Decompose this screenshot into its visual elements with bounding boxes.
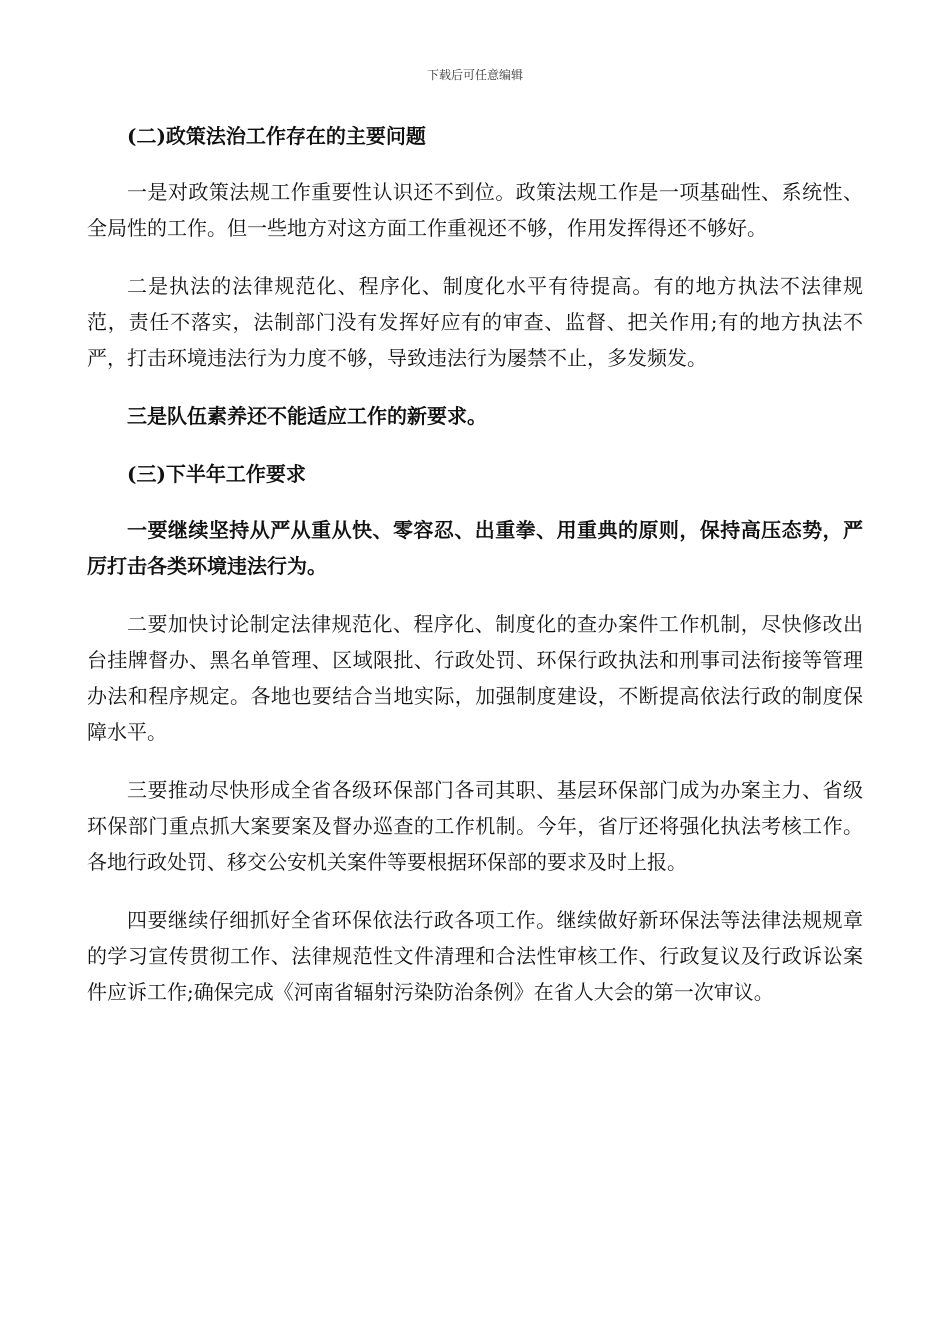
paragraph-problem-2: 二是执法的法律规范化、程序化、制度化水平有待提高。有的地方执法不法律规范，责任不落实，法制部门没有发挥好应有的审查、监督、把关作用;有的地方执法不严，打击环境违法行为力度不够，导致违法行为屡禁不止，多发频发。 (87, 274, 863, 370)
paragraph-problem-1: 一是对政策法规工作重要性认识还不到位。政策法规工作是一项基础性、系统性、全局性的工作。但一些地方对这方面工作重视还不够，作用发挥得还不够好。 (87, 180, 863, 240)
paragraph-requirement-4: 四要继续仔细抓好全省环保依法行政各项工作。继续做好新环保法等法律法规规章的学习宣传贯彻工作、法律规范性文件清理和合法性审核工作、行政复议及行政诉讼案件应诉工作;确保完成《河南省辐射污染防治条例》在省人大会的第一次审议。 (87, 908, 863, 1004)
paragraph-requirement-3: 三要推动尽快形成全省各级环保部门各司其职、基层环保部门成为办案主力、省级环保部门重点抓大案要案及督办巡查的工作机制。今年，省厅还将强化执法考核工作。各地行政处罚、移交公安机关案件等要根据环保部的要求及时上报。 (87, 778, 863, 874)
paragraph-requirement-1: 一要继续坚持从严从重从快、零容忍、出重拳、用重典的原则，保持高压态势，严厉打击各类环境违法行为。 (87, 518, 863, 578)
section-heading-problems: (二)政策法治工作存在的主要问题 (127, 124, 426, 148)
paragraph-problem-3: 三是队伍素养还不能适应工作的新要求。 (127, 404, 487, 428)
header-note: 下载后可任意编辑 (426, 68, 523, 82)
paragraph-requirement-2: 二要加快讨论制定法律规范化、程序化、制度化的查办案件工作机制，尽快修改出台挂牌督办、黑名单管理、区域限批、行政处罚、环保行政执法和刑事司法衔接等管理办法和程序规定。各地也要结合当地实际，加强制度建设，不断提高依法行政的制度保障水平。 (87, 612, 863, 744)
section-heading-requirements: (三)下半年工作要求 (127, 462, 306, 486)
document-body (87, 118, 863, 1032)
